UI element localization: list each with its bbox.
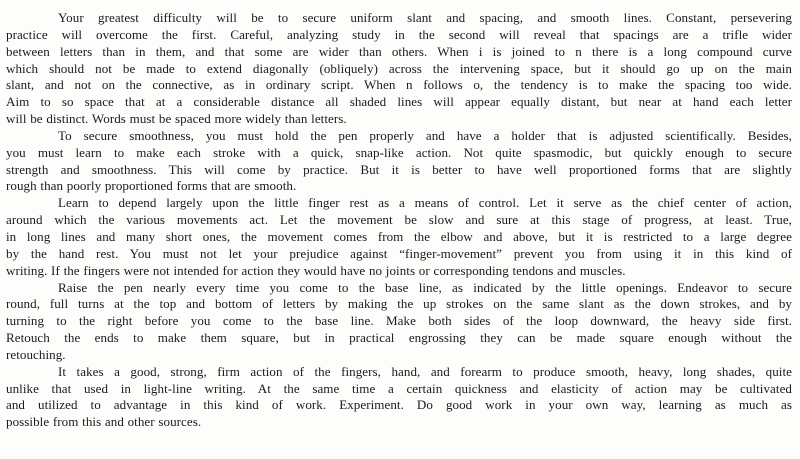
text-line: It takes a good, strong, firm action of the fingers, hand, and forearm to produce smooth, heavy, long shades, quite	[58, 363, 792, 379]
text-line: strength and smoothness. This will come by practice. But it is better to have well proportioned forms that are slightly	[6, 161, 792, 177]
text-line: and utilized to advantage in this kind of work. Experiment. Do good work in your own way, learning as much as	[6, 397, 792, 413]
text-line: between letters than in them, and that some are wider than others. When i is joined to n there is a long compound curve	[6, 43, 792, 59]
paragraph-3	[6, 195, 792, 279]
paragraph-5	[6, 364, 792, 431]
text-line: you must learn to make each stroke with a quick, snap-like action. Not quite spasmodic, but quickly enough to secure	[6, 144, 792, 160]
text-line: by the hand rest. You must not let your prejudice against “finger-movement” prevent you from using it in this kind of	[6, 245, 792, 261]
text-line: turning to the right before you come to the base line. Make both sides of the loop downward, the heavy side first.	[6, 313, 792, 329]
text-line: rough than poorly proportioned forms that are smooth.	[6, 178, 297, 194]
body-text	[6, 10, 792, 431]
text-line: possible from this and other sources.	[6, 414, 202, 430]
text-line: retouching.	[6, 346, 66, 362]
text-line: in long lines and many short ones, the movement comes from the elbow and above, but it is restricted to a large degree	[6, 228, 792, 244]
text-line: Learn to depend largely upon the little finger rest as a means of control. Let it serve as the chief center of action,	[58, 195, 792, 211]
paragraph-2	[6, 128, 792, 195]
text-line: around which the various movements act. Let the movement be slow and sure at this stage of progress, at least. True,	[6, 212, 792, 228]
text-line: will be distinct. Words must be spaced more widely than letters.	[6, 111, 347, 127]
text-line: Raise the pen nearly every time you come to the base line, as indicated by the little openings. Endeavor to secure	[58, 279, 792, 295]
text-line: practice will overcome the first. Careful, analyzing study in the second will reveal that spacings are a trifle wider	[6, 26, 792, 42]
paragraph-1	[6, 10, 792, 128]
text-line: Retouch the ends to make them square, but in practical engrossing they can be made square enough without the	[6, 330, 792, 346]
paragraph-4	[6, 280, 792, 364]
text-line: writing. If the fingers were not intended for action they would have no joints or corresponding tendons and muscles.	[6, 262, 626, 278]
text-line: Aim to so space that at a considerable distance all shaded lines will appear equally distant, but near at hand each letter	[6, 94, 792, 110]
text-line: slant, and not on the connective, as in ordinary script. When n follows o, the tendency is to make the spacing too wide.	[6, 77, 792, 93]
text-line: To secure smoothness, you must hold the pen properly and have a holder that is adjusted scientifically. Besides,	[58, 127, 792, 143]
text-line: which should not be made to extend diagonally (obliquely) across the intervening space, but it should go up on the main	[6, 60, 792, 76]
text-line: round, full turns at the top and bottom of letters by making the up strokes on the same slant as the down strokes, and by	[6, 296, 792, 312]
text-line: Your greatest difficulty will be to secure uniform slant and spacing, and smooth lines. Constant, persevering	[58, 10, 792, 25]
text-line: unlike that used in light-line writing. At the same time a certain quickness and elasticity of action may be cultivated	[6, 380, 792, 396]
